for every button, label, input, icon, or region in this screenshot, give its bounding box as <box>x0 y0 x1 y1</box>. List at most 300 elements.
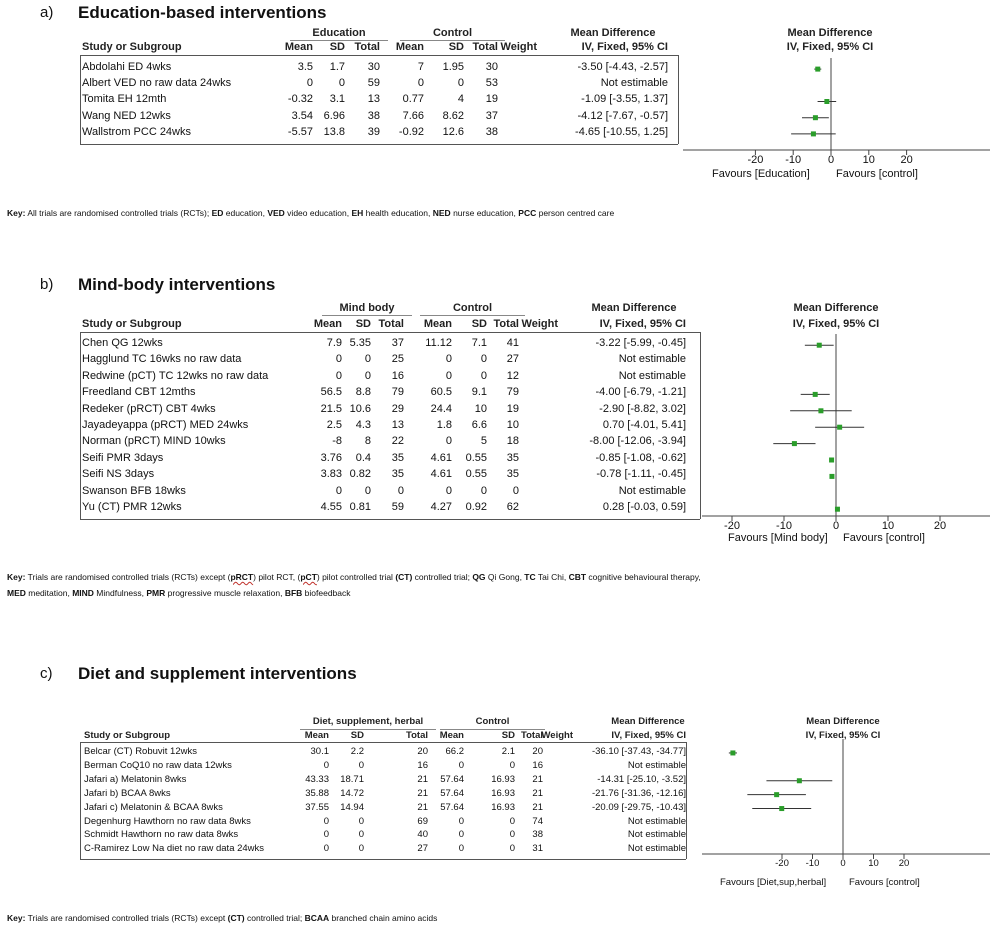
key-abbrev: Key: <box>7 913 26 923</box>
table-left-rule <box>80 55 81 144</box>
favours-intervention: Favours [Education] <box>712 168 810 180</box>
key-abbrev: VED <box>267 208 285 218</box>
cell-m1: 35.88 <box>305 787 329 799</box>
key-text: Trials are randomised controlled trials (RCTs) except <box>25 913 228 923</box>
section-title: Diet and supplement interventions <box>78 664 357 683</box>
effect-ci: -4.12 [-7.67, -0.57] <box>577 109 668 122</box>
cell-n1: 13 <box>391 419 404 431</box>
cell-n2: 19 <box>485 93 498 106</box>
cell-sd1: 0 <box>338 77 345 90</box>
cell-m2: 57.64 <box>440 801 464 813</box>
key-abbrev: QG <box>472 572 486 582</box>
column-header-study: Study or Subgroup <box>84 730 171 741</box>
effect-ci: Not estimable <box>600 77 668 90</box>
x-tick-label: 20 <box>898 858 910 869</box>
cell-m1: 7.9 <box>326 337 342 349</box>
effect-ci: -3.22 [-5.99, -0.45] <box>595 337 686 349</box>
cell-n2: 35 <box>506 468 519 481</box>
panel-diet <box>0 655 1000 932</box>
cell-sd1: 0.82 <box>349 468 371 481</box>
table-right-rule <box>678 55 679 144</box>
cell-n2: 35 <box>506 451 519 464</box>
key-text: cognitive behavioural therapy, <box>586 572 701 582</box>
cell-sd1: 8.8 <box>355 386 371 399</box>
cell-n2: 10 <box>506 419 519 431</box>
key-abbrev: pRCT <box>230 572 254 582</box>
key-text: controlled trial; <box>244 913 305 923</box>
favours-control: Favours [control] <box>836 168 918 180</box>
cell-n2: 38 <box>532 829 543 841</box>
cell-sd2: 0.55 <box>465 468 487 481</box>
favours-intervention: Favours [Diet,sup,herbal] <box>720 877 827 888</box>
cell-m1: -0.32 <box>287 93 313 106</box>
cell-m1: 43.33 <box>305 773 329 785</box>
study-name: Jafari a) Melatonin 8wks <box>84 773 187 785</box>
x-tick-label: 0 <box>832 520 840 532</box>
cell-sd2: 5 <box>480 435 487 448</box>
cell-m2: 57.64 <box>440 787 464 799</box>
cell-sd1: 0 <box>358 759 364 771</box>
cell-n1: 40 <box>417 829 428 841</box>
key-abbrev: NED <box>432 208 451 218</box>
cell-m2: 0.77 <box>402 93 424 106</box>
cell-m1: 0 <box>335 369 342 382</box>
cell-m1: 0 <box>323 843 329 855</box>
study-name: Albert VED no raw data 24wks <box>82 77 232 90</box>
key-abbrev: Key: <box>7 572 26 582</box>
group-underline <box>322 315 412 316</box>
key-abbrev: ED <box>211 208 224 218</box>
key-text: education, <box>223 208 268 218</box>
cell-m1: 0 <box>323 815 329 827</box>
cell-n1: 30 <box>367 61 380 73</box>
study-name: Yu (CT) PMR 12wks <box>82 501 182 513</box>
cell-n1: 21 <box>417 773 428 785</box>
column-header-m2: Mean <box>423 318 452 330</box>
cell-n1: 27 <box>417 843 428 855</box>
favours-control: Favours [control] <box>849 877 920 888</box>
cell-n2: 27 <box>506 353 519 366</box>
study-name: Abdolahi ED 4wks <box>82 61 172 73</box>
effect-ci: Not estimable <box>627 829 686 841</box>
cell-n1: 37 <box>391 337 404 349</box>
cell-n2: 37 <box>485 109 498 122</box>
key-text: biofeedback <box>302 588 351 598</box>
effect-marker <box>837 425 842 430</box>
group-label-control: Control <box>452 302 493 314</box>
cell-sd1: 2.2 <box>350 746 364 757</box>
effect-ci: -21.76 [-31.36, -12.16] <box>591 787 686 799</box>
cell-m1: 3.54 <box>291 109 313 122</box>
effect-marker <box>815 67 820 72</box>
effect-marker <box>811 131 816 136</box>
cell-m2: 0 <box>445 484 452 497</box>
cell-m1: 3.83 <box>320 468 342 481</box>
cell-sd2: 9.1 <box>471 386 487 399</box>
cell-n1: 29 <box>391 402 404 415</box>
effect-marker <box>774 792 779 797</box>
study-name: Jafari b) BCAA 8wks <box>84 787 171 799</box>
effect-marker <box>797 778 802 783</box>
cell-m1: 0 <box>335 353 342 366</box>
column-header-sd1: SD <box>355 318 371 330</box>
x-tick-label: 10 <box>868 858 879 869</box>
cell-m2: 57.64 <box>440 773 464 785</box>
column-header-ci: IV, Fixed, 95% CI <box>611 730 686 741</box>
table-left-rule <box>80 742 81 859</box>
forest-plot <box>683 58 990 158</box>
group-label-intervention: Education <box>312 27 366 39</box>
column-header-n2: Total <box>472 41 498 53</box>
cell-m1: 0 <box>323 829 329 841</box>
x-tick-label: 10 <box>881 520 895 532</box>
cell-m2: 0 <box>458 829 464 841</box>
header-rule <box>80 742 686 743</box>
column-header-m1: Mean <box>304 730 329 741</box>
cell-n1: 69 <box>417 815 428 827</box>
cell-sd2: 2.1 <box>501 746 515 757</box>
study-name: Tomita EH 12mth <box>82 93 167 106</box>
effect-marker <box>792 441 797 446</box>
column-header-study: Study or Subgroup <box>82 318 182 330</box>
cell-sd2: 12.6 <box>442 125 464 138</box>
cell-sd1: 0 <box>364 353 371 366</box>
favours-intervention: Favours [Mind body] <box>728 532 828 544</box>
cell-n1: 21 <box>417 787 428 799</box>
study-name: Freedland CBT 12mths <box>82 386 196 399</box>
effect-marker <box>730 750 735 755</box>
key-text: meditation, <box>25 588 73 598</box>
cell-n2: 20 <box>532 746 543 757</box>
cell-m2: 24.4 <box>430 402 452 415</box>
table-right-rule <box>700 332 701 519</box>
effect-marker <box>818 408 823 413</box>
cell-n2: 16 <box>532 759 543 771</box>
cell-m1: 21.5 <box>320 402 342 415</box>
cell-sd2: 16.93 <box>491 773 515 785</box>
cell-m2: -0.92 <box>398 125 424 138</box>
cell-m1: -5.57 <box>287 125 313 138</box>
cell-sd2: 0 <box>457 77 464 90</box>
cell-n2: 30 <box>485 61 498 73</box>
cell-sd1: 18.71 <box>340 773 364 785</box>
key-abbrev: PMR <box>146 588 166 598</box>
column-header-weight: Weight <box>500 41 537 53</box>
key-text: Qi Gong, <box>485 572 525 582</box>
cell-n1: 59 <box>391 501 404 513</box>
group-label-control: Control <box>475 716 510 727</box>
cell-n2: 53 <box>485 77 498 90</box>
study-name: Wang NED 12wks <box>82 109 171 122</box>
cell-n1: 35 <box>391 468 404 481</box>
key-abbrev: BFB <box>284 588 303 598</box>
study-name: Degenhurg Hawthorn no raw data 8wks <box>84 815 251 827</box>
key-abbrev: pCT <box>300 572 317 582</box>
effect-ci: -8.00 [-12.06, -3.94] <box>589 435 686 448</box>
header-rule <box>80 332 700 333</box>
effect-ci: Not estimable <box>618 369 686 382</box>
plot-header: Mean Difference <box>806 716 880 727</box>
cell-m1: 0 <box>306 77 313 90</box>
effect-marker <box>829 474 834 479</box>
key-line <box>7 572 701 582</box>
column-header-sd2: SD <box>471 318 487 330</box>
key-text: progressive muscle relaxation, <box>165 588 285 598</box>
forest-plot <box>702 334 990 524</box>
md-header: Mean Difference <box>591 302 677 314</box>
cell-m1: 4.55 <box>320 501 342 513</box>
cell-m1: 30.1 <box>310 746 329 757</box>
study-name: Chen QG 12wks <box>82 337 163 349</box>
x-tick-label: 0 <box>840 858 846 869</box>
x-tick-label: -20 <box>724 520 740 532</box>
effect-ci: -0.78 [-1.11, -0.45] <box>596 468 686 481</box>
key-line-2 <box>7 588 351 598</box>
plot-subheader: IV, Fixed, 95% CI <box>786 41 874 53</box>
column-header-weight: Weight <box>521 318 558 330</box>
cell-sd1: 0 <box>358 843 364 855</box>
study-name: C-Ramirez Low Na diet no raw data 24wks <box>84 843 265 855</box>
x-tick-label: 0 <box>827 154 835 166</box>
plot-header: Mean Difference <box>787 27 873 39</box>
column-header-n2: Total <box>493 318 519 330</box>
cell-n1: 21 <box>417 801 428 813</box>
effect-marker <box>835 507 840 512</box>
table-left-rule <box>80 332 81 519</box>
cell-n1: 16 <box>391 369 404 382</box>
column-header-weight: Weight <box>541 730 573 741</box>
cell-sd1: 8 <box>364 435 371 448</box>
cell-sd1: 14.72 <box>340 787 364 799</box>
cell-sd2: 6.6 <box>471 419 487 431</box>
column-header-sd2: SD <box>448 41 464 53</box>
cell-m2: 60.5 <box>430 386 452 399</box>
study-name: Jayadeyappa (pRCT) MED 24wks <box>82 419 249 431</box>
key-abbrev: (CT) <box>227 913 245 923</box>
cell-sd2: 0 <box>480 369 487 382</box>
key-abbrev: MED <box>7 588 26 598</box>
cell-m2: 4.61 <box>430 468 452 481</box>
key-line <box>7 913 437 923</box>
cell-sd1: 0 <box>364 369 371 382</box>
cell-m2: 4.61 <box>430 451 452 464</box>
column-header-n1: Total <box>378 318 404 330</box>
effect-ci: Not estimable <box>618 484 686 497</box>
column-header-n1: Total <box>354 41 380 53</box>
study-name: Norman (pRCT) MIND 10wks <box>82 435 226 448</box>
cell-sd1: 10.6 <box>349 402 371 415</box>
cell-sd2: 16.93 <box>491 787 515 799</box>
study-name: Wallstrom PCC 24wks <box>82 125 191 138</box>
effect-marker <box>817 343 822 348</box>
effect-marker <box>779 806 784 811</box>
section-letter: b) <box>40 276 54 293</box>
key-text: All trials are randomised controlled trials (RCTs); <box>25 208 212 218</box>
cell-sd1: 0 <box>364 484 371 497</box>
effect-ci: 0.28 [-0.03, 0.59] <box>602 501 686 513</box>
cell-m2: 66.2 <box>445 746 464 757</box>
cell-n2: 38 <box>485 125 498 138</box>
cell-n1: 79 <box>391 386 404 399</box>
section-letter: a) <box>40 4 54 21</box>
cell-sd1: 3.1 <box>329 93 345 106</box>
effect-marker <box>829 458 834 463</box>
x-tick-label: -10 <box>805 858 820 869</box>
effect-ci: Not estimable <box>618 353 686 366</box>
table-bottom-rule <box>80 859 686 860</box>
cell-sd1: 0 <box>358 815 364 827</box>
x-tick-label: 20 <box>933 520 947 532</box>
cell-n2: 21 <box>532 773 543 785</box>
column-header-n2: Total <box>521 730 543 741</box>
key-text: person centred care <box>536 208 615 218</box>
cell-n1: 20 <box>417 746 428 757</box>
cell-n2: 18 <box>506 435 519 448</box>
panel-education <box>0 0 1000 240</box>
key-text: ) pilot controlled trial <box>316 572 396 582</box>
study-name: Hagglund TC 16wks no raw data <box>82 353 242 366</box>
study-name: Redwine (pCT) TC 12wks no raw data <box>82 369 269 382</box>
key-abbrev: MIND <box>72 588 94 598</box>
effect-ci: Not estimable <box>627 843 686 855</box>
x-tick-label: -10 <box>776 520 792 532</box>
cell-n2: 62 <box>506 501 519 513</box>
cell-n2: 74 <box>532 815 543 827</box>
header-rule <box>80 55 678 56</box>
cell-m2: 0 <box>417 77 424 90</box>
panel-mind-body <box>0 270 1000 610</box>
section-title: Mind-body interventions <box>78 275 276 294</box>
cell-sd2: 0 <box>509 815 515 827</box>
study-name: Berman CoQ10 no raw data 12wks <box>84 759 232 771</box>
key-abbrev: TC <box>524 572 536 582</box>
effect-ci: -3.50 [-4.43, -2.57] <box>577 61 668 73</box>
cell-sd2: 8.62 <box>442 109 464 122</box>
key-text: controlled trial; <box>412 572 473 582</box>
cell-sd1: 13.8 <box>323 125 345 138</box>
md-header: Mean Difference <box>611 716 685 727</box>
key-text: video education, <box>284 208 352 218</box>
plot-subheader: IV, Fixed, 95% CI <box>792 318 880 330</box>
cell-n1: 25 <box>391 353 404 366</box>
cell-n1: 39 <box>367 125 380 138</box>
cell-sd2: 0.92 <box>465 501 487 513</box>
key-text: branched chain amino acids <box>329 913 438 923</box>
cell-n1: 16 <box>417 759 428 771</box>
cell-n2: 21 <box>532 787 543 799</box>
x-tick-label: -10 <box>785 154 802 166</box>
cell-sd2: 16.93 <box>491 801 515 813</box>
cell-m2: 0 <box>445 353 452 366</box>
cell-m2: 1.8 <box>436 419 452 431</box>
cell-sd2: 0 <box>509 759 515 771</box>
key-text: nurse education, <box>450 208 519 218</box>
effect-ci: -4.65 [-10.55, 1.25] <box>575 125 668 138</box>
cell-m1: 3.5 <box>297 61 313 73</box>
cell-n2: 79 <box>506 386 519 399</box>
cell-sd2: 0 <box>509 829 515 841</box>
study-name: Redeker (pRCT) CBT 4wks <box>82 402 216 415</box>
cell-sd2: 1.95 <box>442 61 464 73</box>
md-header: Mean Difference <box>570 27 656 39</box>
cell-sd2: 0.55 <box>465 451 487 464</box>
key-text: ) pilot RCT, ( <box>253 572 301 582</box>
cell-m2: 0 <box>458 815 464 827</box>
study-name: Jafari c) Melatonin & BCAA 8wks <box>84 801 223 813</box>
table-bottom-rule <box>80 144 678 145</box>
cell-sd1: 1.7 <box>329 61 345 73</box>
effect-ci: 0.70 [-4.01, 5.41] <box>602 419 686 431</box>
column-header-sd2: SD <box>501 730 515 741</box>
column-header-n1: Total <box>406 730 428 741</box>
key-line <box>7 208 614 218</box>
group-label-intervention: Mind body <box>339 302 395 314</box>
cell-n1: 22 <box>391 435 404 448</box>
cell-m1: 0 <box>323 759 329 771</box>
column-header-ci: IV, Fixed, 95% CI <box>581 41 668 53</box>
group-label-control: Control <box>432 27 473 39</box>
cell-sd2: 4 <box>457 93 464 106</box>
effect-ci: -36.10 [-37.43, -34.77] <box>591 746 686 757</box>
cell-sd2: 0 <box>509 843 515 855</box>
effect-ci: -1.09 [-3.55, 1.37] <box>581 93 668 106</box>
study-name: Swanson BFB 18wks <box>82 484 186 497</box>
column-header-m1: Mean <box>313 318 342 330</box>
effect-marker <box>813 392 818 397</box>
study-name: Seifi NS 3days <box>82 468 155 481</box>
cell-m2: 0 <box>445 369 452 382</box>
cell-n1: 59 <box>367 77 380 90</box>
cell-n2: 12 <box>506 369 519 382</box>
effect-ci: -14.31 [-25.10, -3.52] <box>597 773 686 785</box>
key-abbrev: PCC <box>518 208 537 218</box>
cell-sd1: 0.4 <box>355 451 371 464</box>
cell-sd1: 6.96 <box>323 109 345 122</box>
cell-m1: 56.5 <box>320 386 342 399</box>
effect-ci: Not estimable <box>627 759 686 771</box>
study-name: Seifi PMR 3days <box>82 451 164 464</box>
cell-sd2: 7.1 <box>471 337 487 349</box>
cell-n1: 35 <box>391 451 404 464</box>
key-abbrev: (CT) <box>395 572 413 582</box>
cell-n1: 13 <box>367 93 380 106</box>
cell-m2: 0 <box>445 435 452 448</box>
section-letter: c) <box>40 665 53 682</box>
forest-plot <box>702 739 990 862</box>
effect-ci: -2.90 [-8.82, 3.02] <box>599 402 686 415</box>
effect-ci: -20.09 [-29.75, -10.43] <box>591 801 686 813</box>
cell-m2: 11.12 <box>425 337 452 349</box>
cell-sd2: 0 <box>480 353 487 366</box>
cell-m1: 2.5 <box>326 419 342 431</box>
key-abbrev: CBT <box>568 572 587 582</box>
cell-m1: 37.55 <box>305 801 329 813</box>
cell-sd1: 5.35 <box>349 337 371 349</box>
cell-sd1: 4.3 <box>355 419 371 431</box>
key-text: health education, <box>363 208 433 218</box>
effect-ci: -0.85 [-1.08, -0.62] <box>595 451 686 464</box>
cell-sd2: 0 <box>480 484 487 497</box>
effect-ci: -4.00 [-6.79, -1.21] <box>595 386 686 399</box>
key-text: Mindfulness, <box>93 588 147 598</box>
cell-n2: 31 <box>532 843 543 855</box>
key-abbrev: BCAA <box>304 913 330 923</box>
column-header-sd1: SD <box>350 730 364 741</box>
cell-m1: 3.76 <box>320 451 342 464</box>
effect-marker <box>824 99 829 104</box>
study-name: Belcar (CT) Robuvit 12wks <box>84 746 197 757</box>
cell-m2: 0 <box>458 759 464 771</box>
